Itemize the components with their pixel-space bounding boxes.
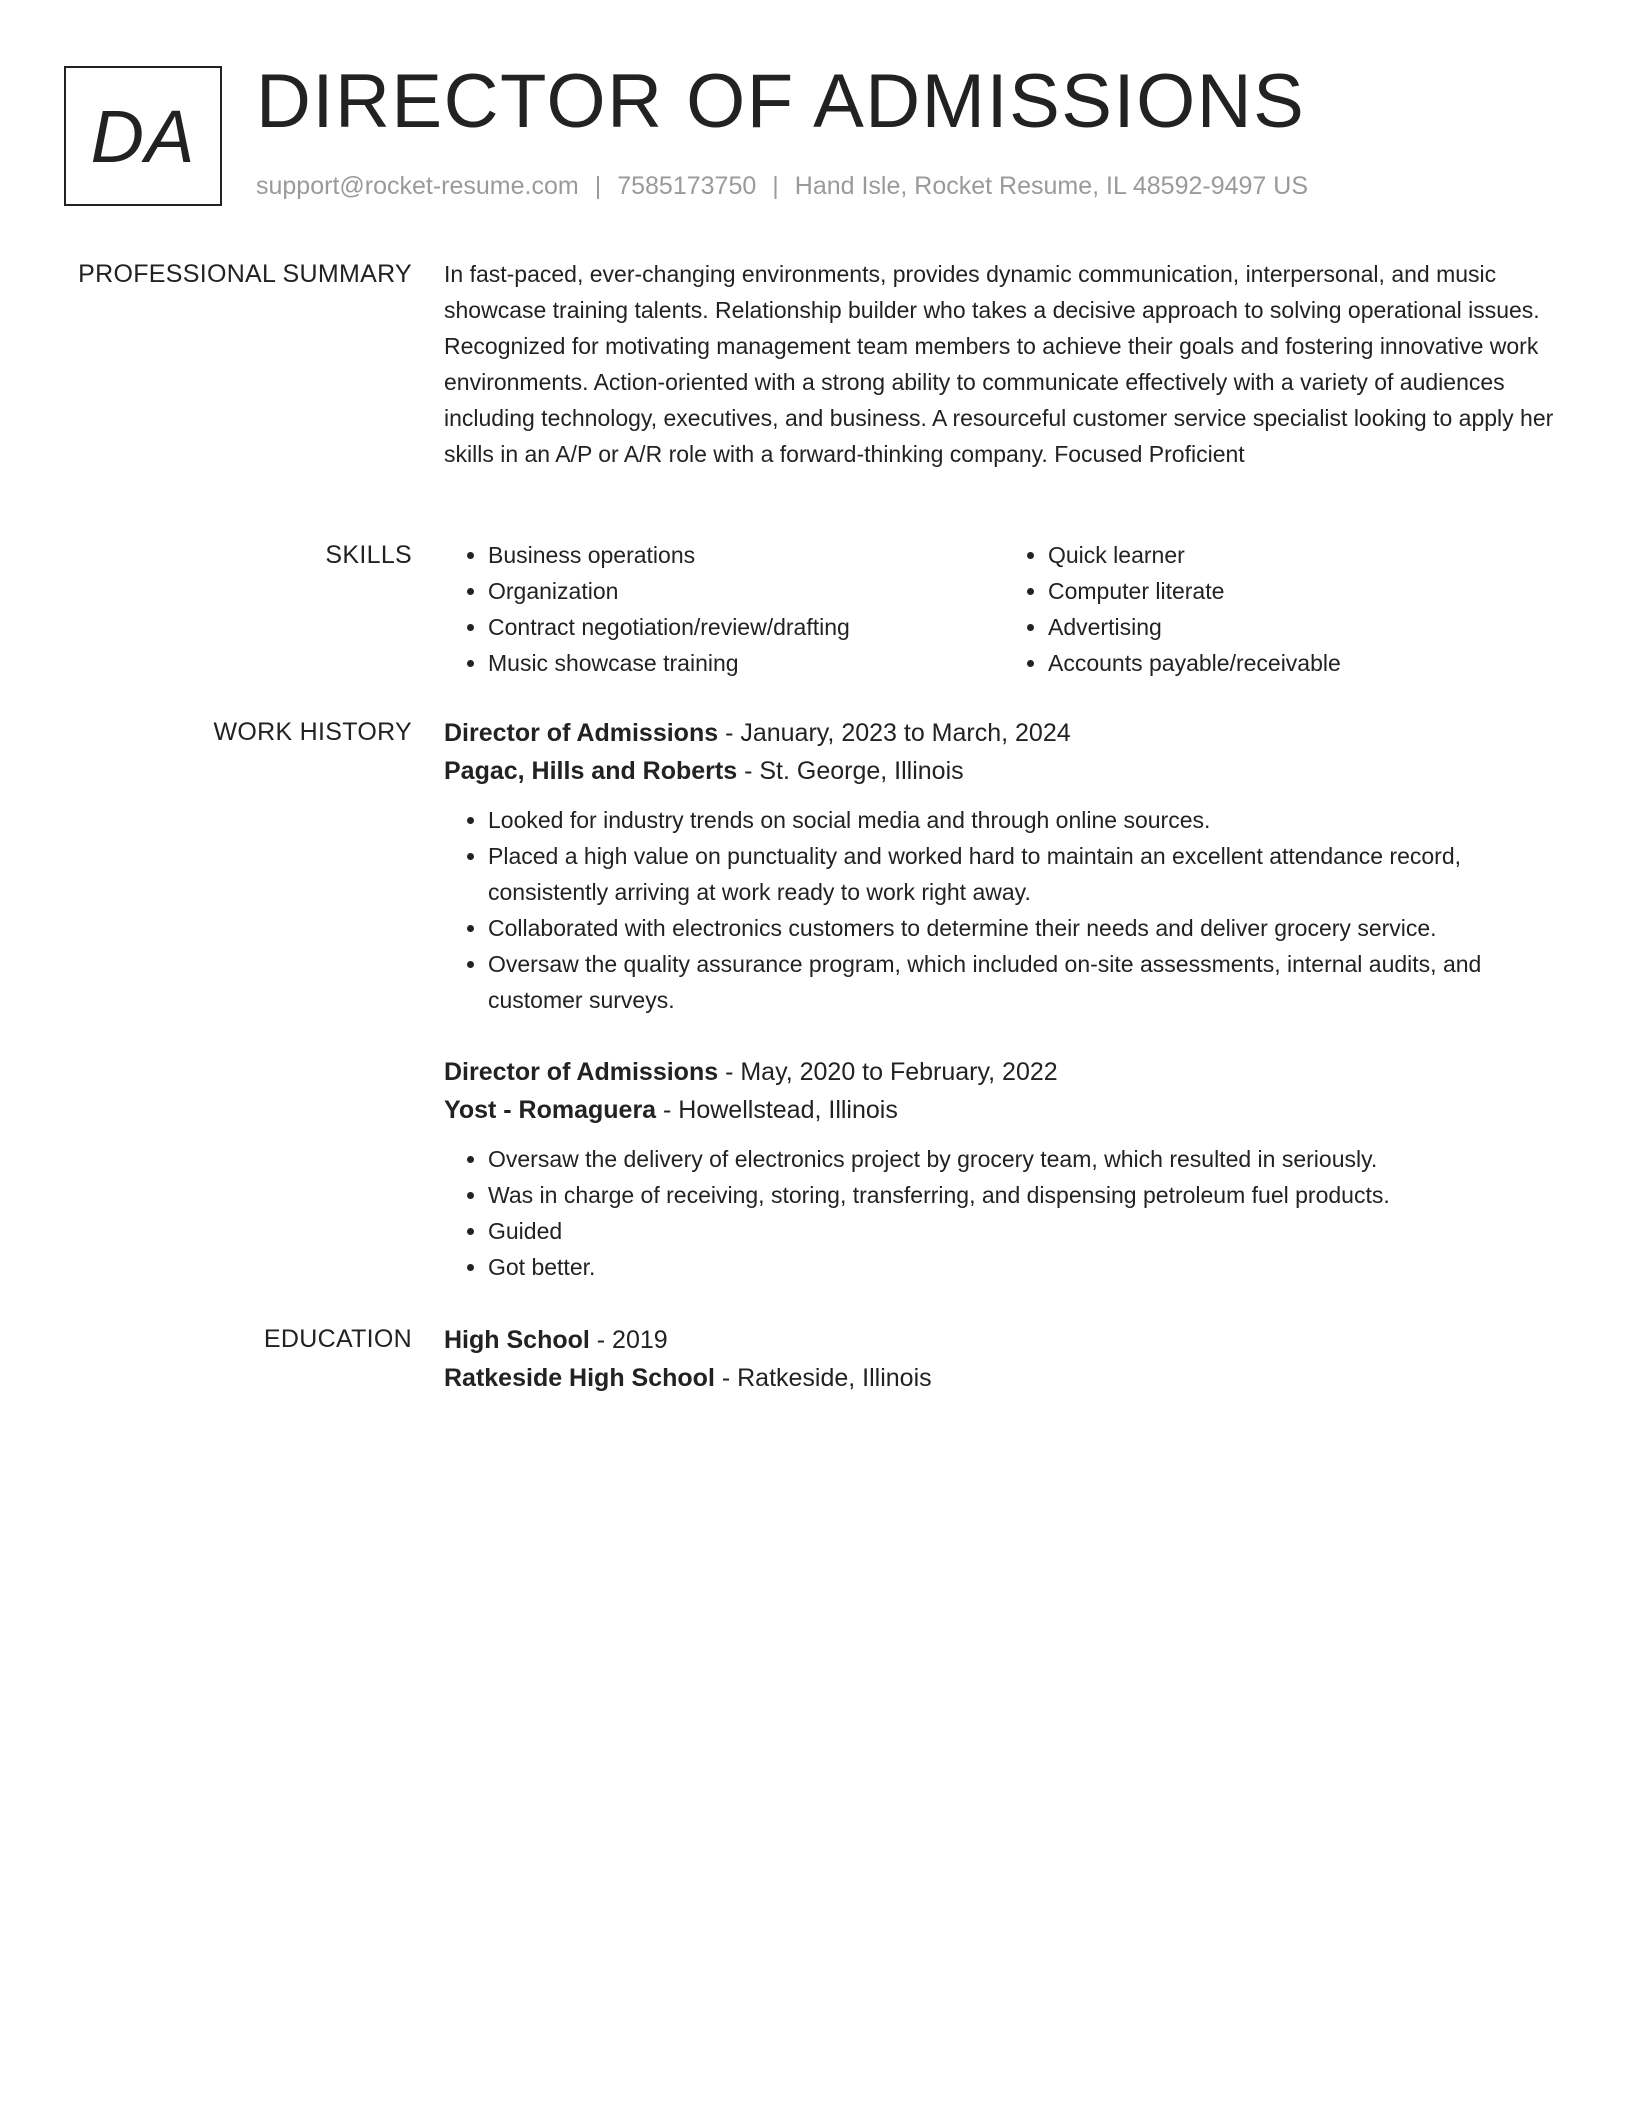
skill-item: • Accounts payable/receivable: [1048, 645, 1564, 681]
education-degree-line: [444, 1321, 1564, 1359]
job-bullet: • Guided: [488, 1213, 1564, 1249]
skill-item: • Contract negotiation/review/drafting: [488, 609, 1004, 645]
job-title: Director of Admissions: [444, 1058, 719, 1086]
job-company-line: [444, 752, 1564, 790]
education-body: [444, 1321, 1564, 1397]
contact-separator: |: [772, 172, 779, 200]
work-history-heading: WORK HISTORY: [213, 718, 412, 746]
skill-item: • Organization: [488, 573, 1004, 609]
skill-item: • Computer literate: [1048, 573, 1564, 609]
job-location: - Howellstead, Illinois: [656, 1096, 898, 1124]
contact-email: support@rocket-resume.com: [256, 172, 579, 200]
skills-column-1: [444, 537, 1004, 681]
education-degree: High School: [444, 1326, 590, 1354]
resume-title: DIRECTOR OF ADMISSIONS: [256, 59, 1306, 144]
job-bullet: • Looked for industry trends on social media and through online sources.: [488, 802, 1564, 838]
job-bullets: [444, 1141, 1564, 1285]
job-title-line: [444, 1053, 1564, 1091]
skills-column-2: [1004, 537, 1564, 681]
summary-heading: PROFESSIONAL SUMMARY: [78, 260, 412, 288]
job-bullet: • Was in charge of receiving, storing, transferring, and dispensing petroleum fuel products.: [488, 1177, 1564, 1213]
education-school-line: [444, 1359, 1564, 1397]
skills-heading: SKILLS: [325, 541, 412, 569]
skill-item: • Advertising: [1048, 609, 1564, 645]
job-dates: - January, 2023 to March, 2024: [718, 719, 1071, 747]
monogram-initials: DA: [90, 94, 196, 178]
job-location: - St. George, Illinois: [737, 757, 964, 785]
summary-body: [444, 256, 1564, 472]
monogram-box: [64, 66, 222, 206]
job-dates: - May, 2020 to February, 2022: [718, 1058, 1058, 1086]
job-bullet: • Got better.: [488, 1249, 1564, 1285]
job-bullet: • Oversaw the delivery of electronics project by grocery team, which resulted in seriously.: [488, 1141, 1564, 1177]
job-company: Yost - Romaguera: [444, 1096, 657, 1124]
job-bullet: • Placed a high value on punctuality and worked hard to maintain an excellent attendance record, consistently arriving at work ready to work right away.: [488, 838, 1564, 910]
contact-address: Hand Isle, Rocket Resume, IL 48592-9497 US: [794, 172, 1309, 200]
education-school: Ratkeside High School: [444, 1364, 715, 1392]
education-year: - 2019: [589, 1326, 668, 1354]
work-history-body: [444, 714, 1564, 1018]
job-bullet: • Oversaw the quality assurance program, which included on-site assessments, internal audits, and customer surveys.: [488, 946, 1564, 1018]
contact-separator: |: [594, 172, 602, 200]
skill-item: • Quick learner: [1048, 537, 1564, 573]
job-bullets: [444, 802, 1564, 1018]
job-bullet: • Collaborated with electronics customers to determine their needs and deliver grocery service.: [488, 910, 1564, 946]
education-heading: EDUCATION: [263, 1325, 412, 1353]
job-company-line: [444, 1091, 1564, 1129]
contact-line: [256, 172, 1308, 201]
job-title-line: [444, 714, 1564, 752]
skill-item: • Music showcase training: [488, 645, 1004, 681]
job-entry: [444, 714, 1564, 1018]
skills-columns: [444, 537, 1564, 681]
job-title: Director of Admissions: [444, 719, 719, 747]
job-entry: [444, 1053, 1564, 1285]
skill-item: • Business operations: [488, 537, 1004, 573]
contact-phone: 7585173750: [617, 172, 757, 200]
job-company: Pagac, Hills and Roberts: [444, 757, 738, 785]
education-location: - Ratkeside, Illinois: [714, 1364, 932, 1392]
work-history-body-2: [444, 1053, 1564, 1285]
summary-text: In fast-paced, ever-changing environments, provides dynamic communication, interpersonal, and music showcase training talents. Relationship builder who takes a decisive approach to solving operational issues. Recognized for motivating management team members to achieve their goals and fostering innovative work environments. Action-oriented with a strong ability to communicate effectively with a variety of audiences including technology, executives, and business. A resourceful customer service specialist looking to apply her skills in an A/P or A/R role with a forward-thinking company. Focused Proficient: [444, 261, 1554, 467]
